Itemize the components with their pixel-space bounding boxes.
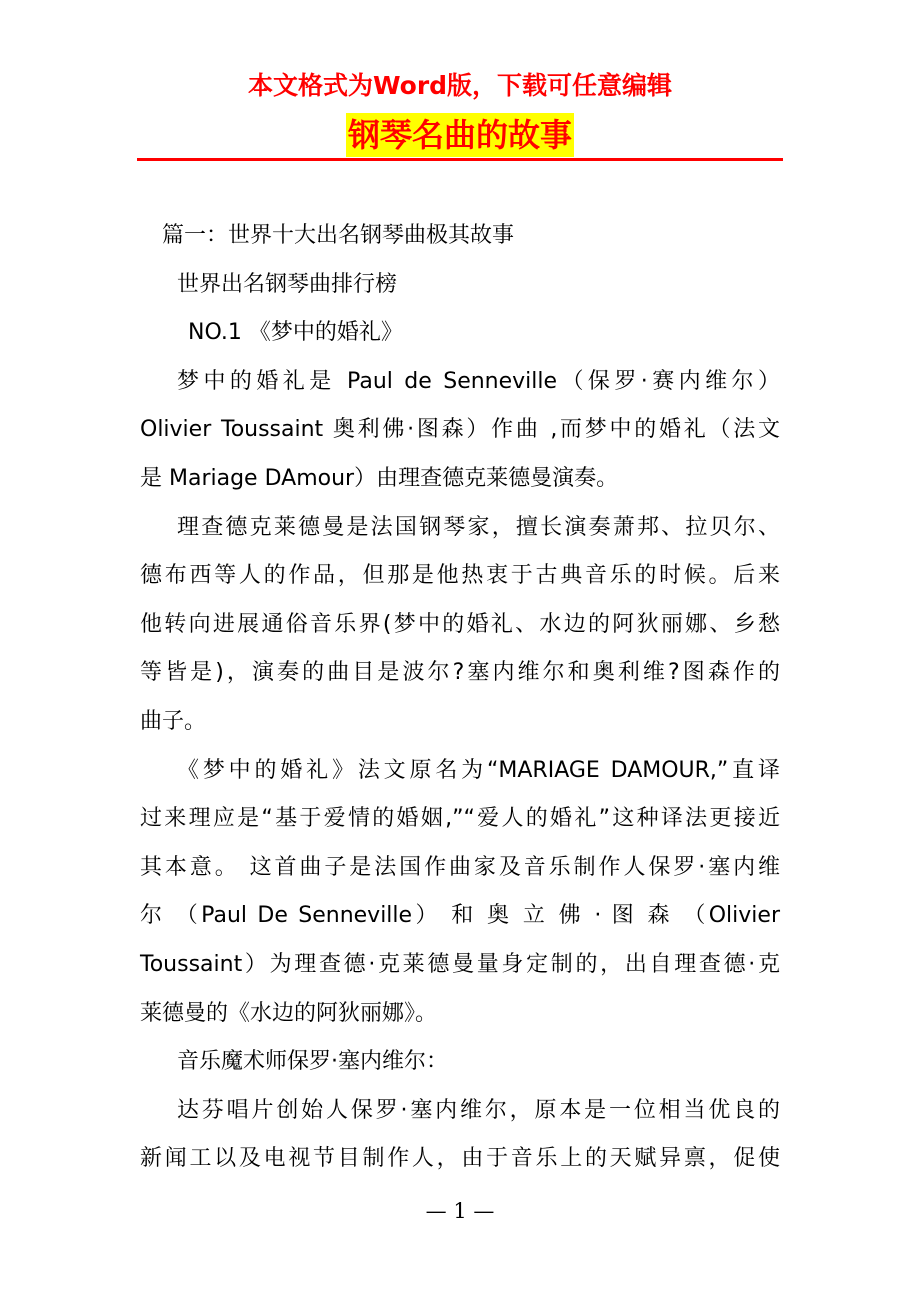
paragraph-line: 是 Mariage DAmour）由理查德克莱德曼演奏。 xyxy=(140,465,619,491)
paragraph-line: 莱德曼的《水边的阿狄丽娜》。 xyxy=(140,1000,438,1026)
title-divider xyxy=(137,158,783,161)
document-title: 钢琴名曲的故事 xyxy=(346,113,574,157)
paragraph-line: 他转向进展通俗音乐界(梦中的婚礼、水边的阿狄丽娜、乡愁 xyxy=(140,611,780,637)
page-number: — 1 — xyxy=(425,1199,495,1223)
paragraph-line: 达芬唱片创始人保罗·塞内维尔，原本是一位相当优良的 xyxy=(177,1097,780,1123)
document-banner: 本文格式为Word版，下载可任意编辑 xyxy=(247,71,673,100)
paragraph-line: 德布西等人的作品，但那是他热衷于古典音乐的时候。后来 xyxy=(140,563,780,589)
paragraph-line: 尔 （Paul De Senneville） 和 奥 立 佛 · 图 森 （Olivier xyxy=(140,903,780,929)
paragraph-line: Toussaint）为理查德·克莱德曼量身定制的，出自理查德·克 xyxy=(140,951,780,977)
paragraph-line: 其本意。 这首曲子是法国作曲家及音乐制作人保罗·塞内维 xyxy=(140,854,780,880)
paragraph-line: 理查德克莱德曼是法国钢琴家，擅长演奏萧邦、拉贝尔、 xyxy=(177,514,780,540)
paragraph-line: Olivier Toussaint 奥利佛·图森）作曲 ,而梦中的婚礼（法文 xyxy=(140,417,780,443)
paragraph-line: 过来理应是“基于爱情的婚姻,”“爱人的婚礼”这种译法更接近 xyxy=(140,806,780,832)
section-heading: 音乐魔术师保罗·塞内维尔： xyxy=(177,1049,448,1075)
document-body xyxy=(140,212,780,1184)
paragraph-line: 等皆是)，演奏的曲目是波尔?塞内维尔和奥利维?图森作的 xyxy=(140,660,780,686)
paragraph-line: NO.1 《梦中的婚礼》 xyxy=(188,320,403,346)
section-heading: 篇一：世界十大出名钢琴曲极其故事 xyxy=(162,223,515,248)
paragraph-line: 《梦中的婚礼》法文原名为“MARIAGE DAMOUR,”直译 xyxy=(177,757,780,783)
paragraph-line: 梦中的婚礼是 Paul de Senneville（保罗·赛内维尔） xyxy=(177,368,780,394)
paragraph-line: 新闻工以及电视节目制作人，由于音乐上的天赋异禀，促使 xyxy=(140,1146,780,1172)
paragraph-line: 曲子。 xyxy=(140,708,207,734)
paragraph-line: 世界出名钢琴曲排行榜 xyxy=(177,271,398,297)
